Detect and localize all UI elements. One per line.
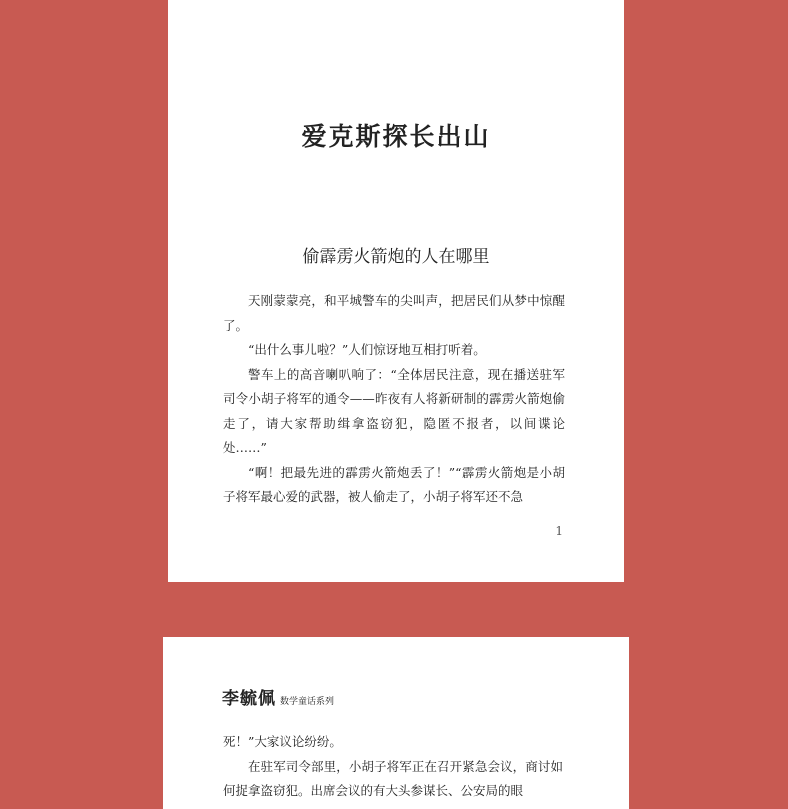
chapter-title: 偷霹雳火箭炮的人在哪里 <box>302 247 490 267</box>
series-name: 数学童话系列 <box>280 697 335 707</box>
paragraph: 在驻军司令部里，小胡子将军正在召开紧急会议，商讨如何捉拿盗窃犯。出席会议的有大头参谋长、公安局的眼 <box>223 758 563 798</box>
running-head <box>222 684 334 709</box>
page-number: 1 <box>555 524 563 538</box>
book-page-1 <box>168 0 624 582</box>
paragraph: “出什么事儿啦？”人们惊讶地互相打听着。 <box>248 342 486 357</box>
paragraph: 警车上的高音喇叭响了：“全体居民注意，现在播送驻军司令小胡子将军的通令——昨夜有人将新研制的霹雳火箭炮偷走了，请大家帮助缉拿盗窃犯，隐匿不报者，以间谍论处……” <box>223 366 565 455</box>
book-title: 爱克斯探长出山 <box>301 122 491 151</box>
book-page-2 <box>163 637 629 809</box>
author-name: 李毓佩 <box>222 689 276 709</box>
page-2-body-text <box>223 730 563 804</box>
paragraph: 天刚蒙蒙亮，和平城警车的尖叫声，把居民们从梦中惊醒了。 <box>223 293 565 333</box>
paragraph: “啊！把最先进的霹雳火箭炮丢了！”“霹雳火箭炮是小胡子将军最心爱的武器，被人偷走了，小胡子将军还不急 <box>223 464 565 504</box>
paragraph: 死！”大家议论纷纷。 <box>223 734 342 749</box>
page-1-body-text <box>223 289 565 510</box>
